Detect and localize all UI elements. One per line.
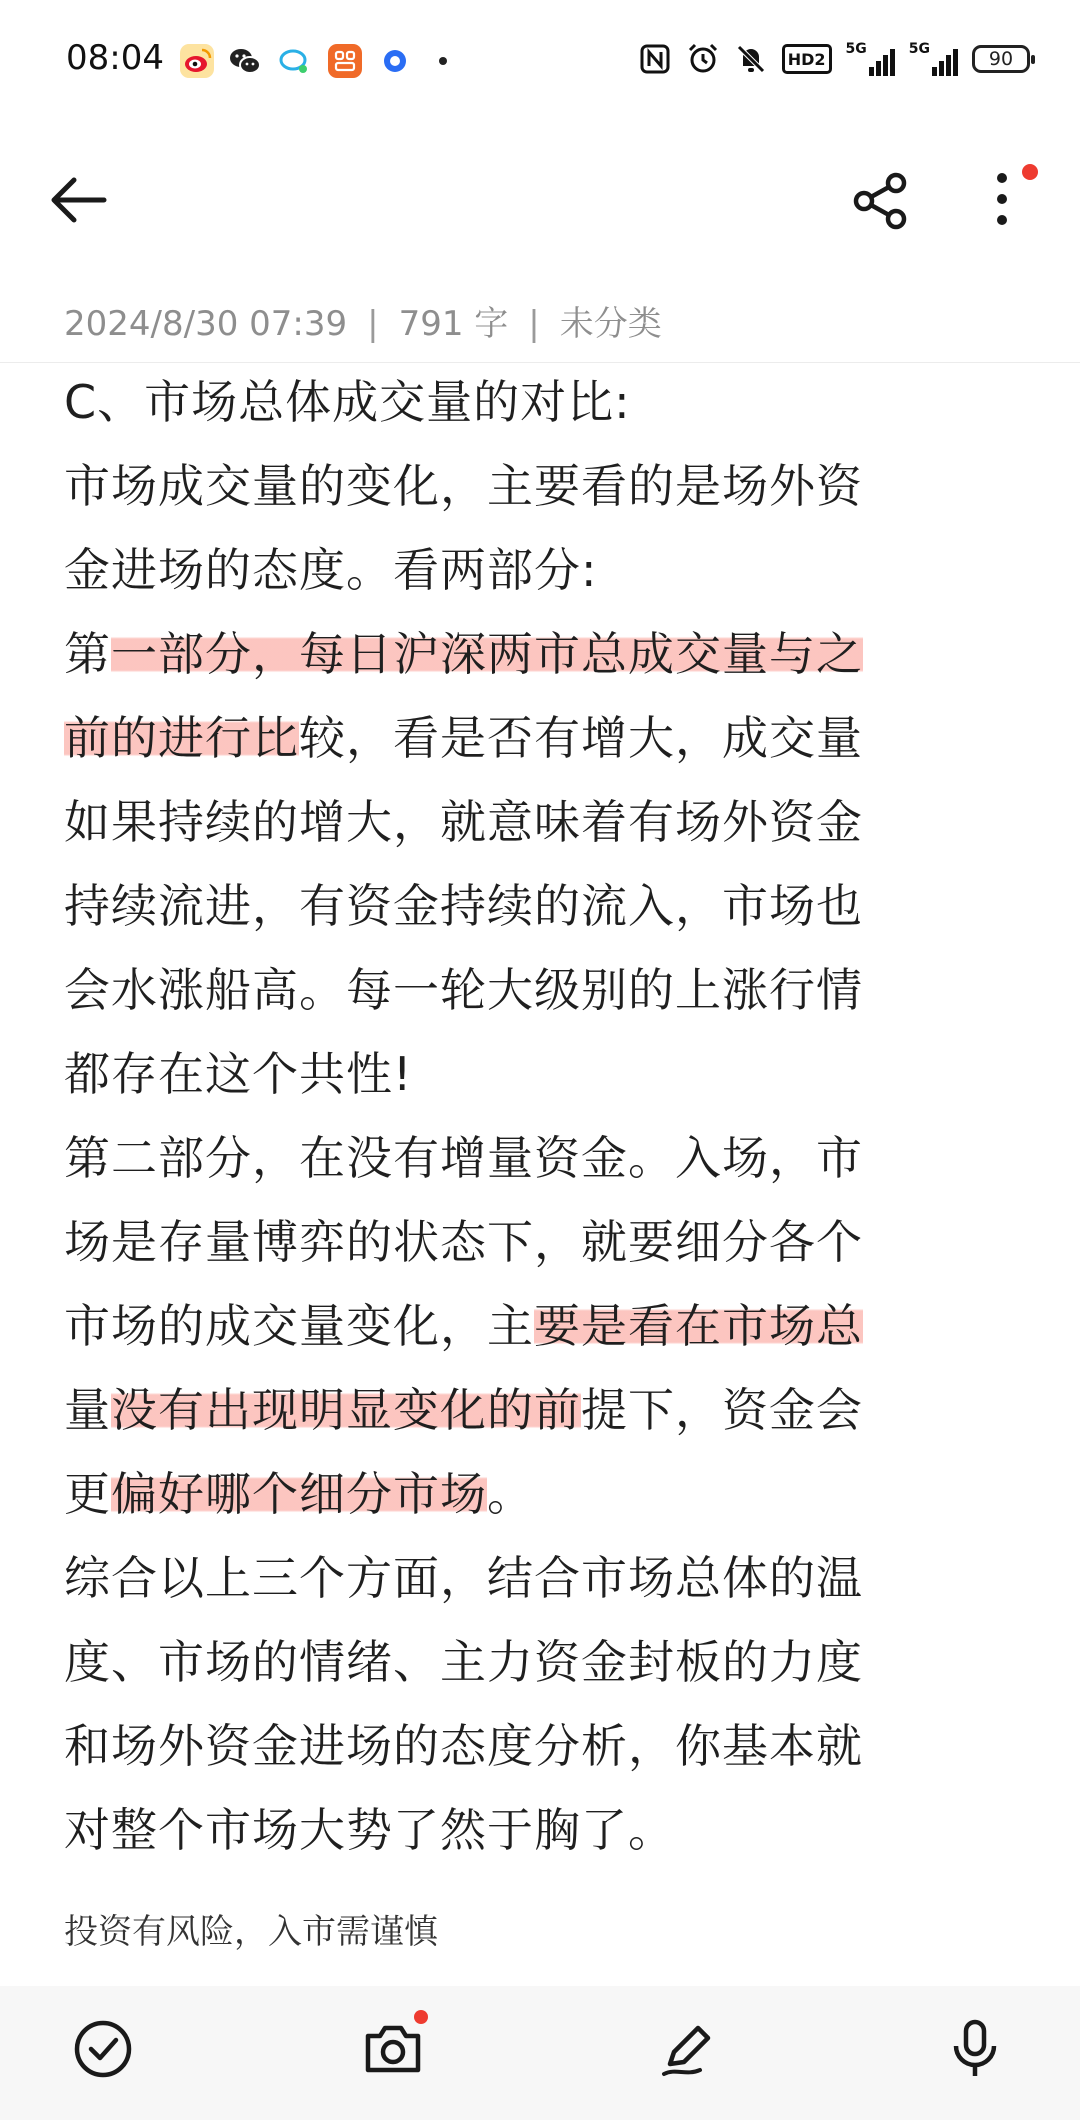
note-text: 较，看是否有增大，成交量	[299, 711, 863, 765]
note-line	[64, 1620, 984, 1704]
note-text: 。	[487, 1467, 534, 1521]
note-line	[64, 1452, 984, 1536]
note-text: 会水涨船高。每一轮大级别的上涨行情	[64, 963, 863, 1017]
note-line	[64, 612, 984, 696]
highlighted-text: 偏好哪个细分市场	[111, 1467, 487, 1521]
note-line	[64, 1284, 984, 1368]
note-text: 持续流进，有资金持续的流入，市场也	[64, 879, 863, 933]
highlighted-text: 没有出现明显变化的前	[111, 1383, 581, 1437]
highlighted-text: 要是看在市场总	[534, 1299, 863, 1353]
note-line	[64, 528, 984, 612]
note-meta	[64, 296, 662, 345]
note-text: 更	[64, 1467, 111, 1521]
note-text: 如果持续的增大，就意味着有场外资金	[64, 795, 863, 849]
note-text: 第二部分，在没有增量资金。入场，市	[64, 1131, 863, 1185]
note-category[interactable]: 未分类	[559, 304, 662, 344]
pen-button[interactable]	[656, 2016, 722, 2082]
note-text: 场是存量博弈的状态下，就要细分各个	[64, 1215, 863, 1269]
chat-bubble-icon	[276, 44, 310, 78]
note-text: 提下，资金会	[581, 1383, 863, 1437]
note-body[interactable]	[64, 360, 984, 1872]
orange-app-icon	[328, 44, 362, 78]
status-time: 08:04	[66, 38, 164, 78]
note-line	[64, 1704, 984, 1788]
note-header	[0, 150, 1080, 250]
notification-dot	[1022, 164, 1038, 180]
blue-dot-app-icon	[378, 44, 412, 78]
note-text: 度、市场的情绪、主力资金封板的力度	[64, 1635, 863, 1689]
battery-indicator: 90	[972, 45, 1030, 73]
microphone-button[interactable]	[942, 2016, 1008, 2082]
camera-button[interactable]	[360, 2016, 426, 2082]
note-line	[64, 444, 984, 528]
weibo-icon	[180, 44, 214, 78]
camera-icon	[360, 2016, 426, 2082]
status-bar	[0, 0, 1080, 130]
mute-icon	[734, 42, 768, 76]
note-text: 第	[64, 627, 111, 681]
share-button[interactable]	[852, 172, 916, 230]
signal-5g-icon: 5G	[909, 42, 958, 76]
more-dot-icon	[426, 44, 460, 78]
note-line	[64, 948, 984, 1032]
meta-separator: |	[367, 304, 379, 344]
note-line	[64, 1116, 984, 1200]
notification-dot	[414, 2010, 428, 2024]
note-line	[64, 1368, 984, 1452]
note-text: 和场外资金进场的态度分析，你基本就	[64, 1719, 863, 1773]
wechat-icon	[228, 44, 262, 78]
note-line	[64, 1200, 984, 1284]
microphone-icon	[942, 2016, 1008, 2082]
note-text: 市场成交量的变化，主要看的是场外资	[64, 459, 863, 513]
note-line	[64, 1032, 984, 1116]
bottom-toolbar	[0, 1986, 1080, 2120]
arrow-left-icon	[46, 172, 112, 228]
checklist-button[interactable]	[70, 2016, 136, 2082]
note-date: 2024/8/30 07:39	[64, 304, 348, 344]
hd-icon: HD2	[782, 44, 832, 74]
highlighted-text: 一部分，每日沪深两市总成交量与之	[111, 627, 863, 681]
meta-separator: |	[528, 304, 540, 344]
note-text: 金进场的态度。看两部分:	[64, 543, 598, 597]
checklist-icon	[70, 2016, 136, 2082]
note-text: C、市场总体成交量的对比:	[64, 375, 631, 429]
alarm-icon	[686, 42, 720, 76]
note-text: 综合以上三个方面，结合市场总体的温	[64, 1551, 863, 1605]
more-vertical-icon	[980, 164, 1024, 236]
note-line	[64, 360, 984, 444]
nfc-icon	[638, 42, 672, 76]
back-button[interactable]	[46, 172, 112, 228]
signal-5g-icon: 5G	[846, 42, 895, 76]
note-line	[64, 780, 984, 864]
pen-icon	[656, 2016, 722, 2082]
note-text: 都存在这个共性!	[64, 1047, 413, 1101]
more-options-button[interactable]	[980, 164, 1024, 236]
note-line	[64, 864, 984, 948]
note-line	[64, 1788, 984, 1872]
note-text: 市场的成交量变化，主	[64, 1299, 534, 1353]
note-text: 量	[64, 1383, 111, 1437]
note-text: 对整个市场大势了然于胸了。	[64, 1803, 675, 1857]
note-footer: 投资有风险，入市需谨慎	[64, 1912, 438, 1952]
share-icon	[852, 172, 916, 230]
note-word-count: 791 字	[398, 304, 509, 344]
highlighted-text: 前的进行比	[64, 711, 299, 765]
note-line	[64, 696, 984, 780]
note-line	[64, 1536, 984, 1620]
